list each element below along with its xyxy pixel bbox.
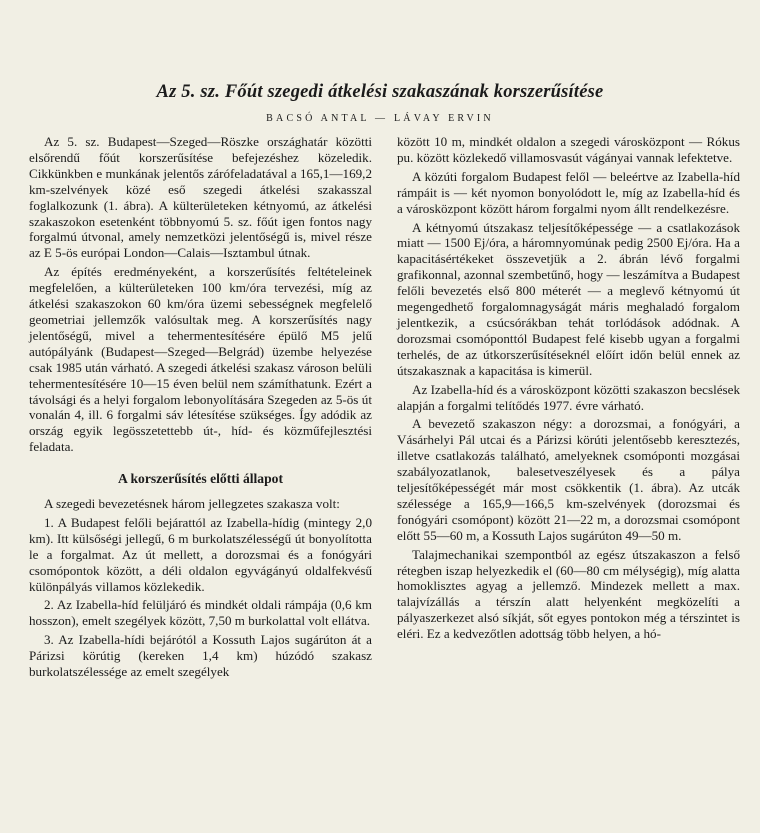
article-title: Az 5. sz. Főút szegedi átkelési szakaszának korszerűsítése [156, 82, 604, 102]
paragraph: A bevezető szakaszon négy: a dorozsmai, a fonógyári, a Vásárhelyi Pál utcai és a Párizsi körúti jelentősebb keresztezés, illetve csatlakozás található, amelyeknek csomóponti mozgásai szabályozatlanok, balesetveszélyesek és a pálya teljesítőképességét már most csökkentik (1. ábra). Az utcák szélessége a 165,9—166,5 km-szelvények (dorozsmai és fonógyári csomópont) között 21—22 m, a dorozsmai csomópont előtt 55—60 m, a Kossuth Lajos sugárúton 49—50 m. [397, 416, 740, 543]
section-heading: A korszerűsítés előtti állapot [118, 471, 283, 487]
paragraph: Az 5. sz. Budapest—Szeged—Röszke országhatár közötti elsőrendű főút korszerűsítése befejezéshez közeledik. Cikkünkben e munkának jelentős zárófeladatával a 165,1—169,2 km-szelvények közé eső szegedi átkelési szakasszal foglalkozunk (1. ábra). A külterületeken kétnyomú, az átkelési szakaszokon esetenként többnyomú 5. sz. főút igen fontos nagy forgalmú útvonal, amely nemzetközi jelentőségű is, mivel része az E 5-ös európai London—Calais—Isztambul útnak. [29, 134, 372, 261]
paragraph: Az építés eredményeként, a korszerűsítés feltételeinek megfelelően, a külterületeken 100 km/óra tervezési, míg az átkelési szakaszokon 60 km/óra üzemi sebességnek megfelelő geometriai jellemzők valósultak meg. A korszerűsítés nagy jelentőségű, mivel a tehermentesítésére épülő M5 jelű autópályánk (Budapest—Szeged—Belgrád) üzembe helyezése csak 1985 után várható. A szegedi átkelési szakasz városon belüli tehermentesítésére 10—15 éven belül nem számíthatunk. Ezért a távolsági és a helyi forgalom lebonyolítására Szegeden az 5-ös út vonalán 4, ill. 6 forgalmi sáv létesítése szükséges. Így adódik az ország egyik legösszetettebb út-, híd- és közműfejlesztési feladata. [29, 264, 372, 455]
paragraph: között 10 m, mindkét oldalon a szegedi városközpont — Rókus pu. között közlekedő villamosvasút vágányai vannak lefektetve. [397, 134, 740, 165]
paragraph: A szegedi bevezetésnek három jellegzetes szakasza volt: [44, 496, 340, 512]
paragraph: Talajmechanikai szempontból az egész útszakaszon a felső rétegben iszap helyezkedik el (60—80 cm mélységig), míg alatta homoklisztes agyag a jellemző. Mindezek mellett a max. talajvízállás a térszín alatt helyenként megközelíti a pályaszerkezet alsó síkját, sőt egyes pontokon még a térszintet is eléri. Ez a kedvezőtlen adottság több helyen, a hó- [397, 546, 740, 642]
left-column [29, 134, 372, 683]
paragraph: Az Izabella-híd és a városközpont közötti szakaszon becslések alapján a forgalmi telítődés 1977. évre várható. [397, 381, 740, 413]
paragraph: 3. Az Izabella-hídi bejárótól a Kossuth Lajos sugárúton át a Párizsi körútig (kereken 1,4 km) húzódó szakasz burkolatszélessége az emelt szegélyek [29, 632, 372, 680]
paragraph: 2. Az Izabella-híd felüljáró és mindkét oldali rámpája (0,6 km hosszon), emelt szegélyek között, 7,50 m burkolattal volt ellátva. [29, 597, 372, 629]
paragraph: A közúti forgalom Budapest felől — beleértve az Izabella-híd rámpáit is — két nyomon bonyolódott le, míg az Izabella-híd és a városközpont között három forgalmi nyom állt rendelkezésre. [397, 168, 740, 216]
article-authors: BACSÓ ANTAL — LÁVAY ERVIN [266, 113, 494, 124]
paragraph: A kétnyomú útszakasz teljesítőképessége — a csatlakozások miatt — 1500 Ej/óra, a háromnyomúnak pedig 2500 Ej/óra. Ha a kapacitásértékeket összevetjük a 2. ábrán lévő forgalmi grafikonnal, azonnal szembetűnő, hogy — leszámítva a Budapest felőli bevezetés első 800 méterét — a meglevő kétnyomú út megengedhető forgalomnagyságát máris meghaladó forgalom jelentkezik, a csúcsórákban tehát torlódások adódnak. A dorozsmai csomóponttól Budapest felé kisebb ugyan a forgalmi terhelés, de az útkorszerűsítéseknél előírt időn belül ennek az útszakasznak a kapacitása is kimerül. [397, 219, 740, 378]
paragraph: 1. A Budapest felőli bejárattól az Izabella-hídig (mintegy 2,0 km). Itt külsőségi jellegű, 6 m burkolatszélességű út bonyolította le a forgalmat. Az út mellett, a dorozsmai és a fonógyári csomópontok között, a déli oldalon egyvágányú oldalfekvésű különpályás villamos közlekedik. [29, 514, 372, 594]
right-column [397, 134, 740, 645]
